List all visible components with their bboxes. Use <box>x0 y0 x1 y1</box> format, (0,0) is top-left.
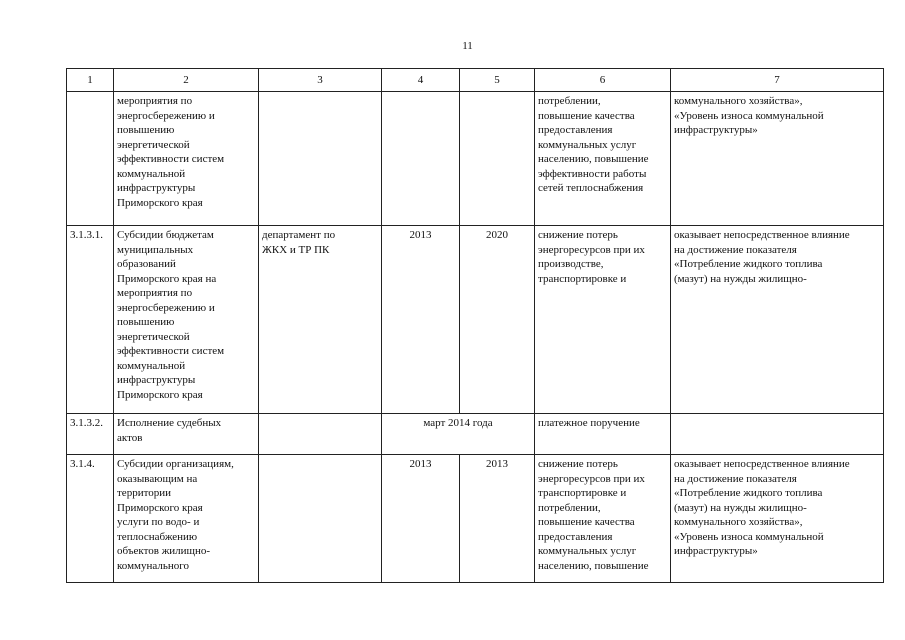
table-row <box>67 226 884 414</box>
column-header: 2 <box>114 69 259 92</box>
start-year <box>382 92 460 226</box>
expected-result: платежное поручение <box>535 414 671 455</box>
start-year: 2013 <box>382 226 460 414</box>
measure-title: Исполнение судебных актов <box>114 414 259 455</box>
table-row <box>67 92 884 226</box>
table-row <box>67 414 884 455</box>
indicator-impact <box>671 414 884 455</box>
column-header: 3 <box>259 69 382 92</box>
column-header: 7 <box>671 69 884 92</box>
department <box>259 455 382 583</box>
end-year <box>460 92 535 226</box>
column-header: 6 <box>535 69 671 92</box>
expected-result: снижение потерь энергоресурсов при их транспортировке и потреблении, повышение качества предоставления коммунальных услуг населению, повышение <box>535 455 671 583</box>
department: департамент по ЖКХ и ТР ПК <box>259 226 382 414</box>
indicator-impact: оказывает непосредственное влияние на достижение показателя «Потребление жидкого топлива (мазут) на нужды жилищно- <box>671 226 884 414</box>
department <box>259 92 382 226</box>
measure-title: мероприятия по энергосбережению и повышению энергетической эффективности систем коммунальной инфраструктуры Приморского края <box>114 92 259 226</box>
start-year: 2013 <box>382 455 460 583</box>
end-year: 2020 <box>460 226 535 414</box>
end-year: 2013 <box>460 455 535 583</box>
row-number: 3.1.3.2. <box>67 414 114 455</box>
header-row <box>67 69 884 92</box>
row-number <box>67 92 114 226</box>
measure-title: Субсидии организациям, оказывающим на территории Приморского края услуги по водо- и теплоснабжению объектов жилищно- коммунального <box>114 455 259 583</box>
table-row <box>67 455 884 583</box>
indicator-impact: оказывает непосредственное влияние на достижение показателя «Потребление жидкого топлива (мазут) на нужды жилищно- коммунального хозяйства», «Уровень износа коммунальной инфраструктуры» <box>671 455 884 583</box>
department <box>259 414 382 455</box>
expected-result: потреблении, повышение качества предоставления коммунальных услуг населению, повышение эффективности работы сетей теплоснабжения <box>535 92 671 226</box>
page-number: 11 <box>462 40 473 52</box>
indicator-impact: коммунального хозяйства», «Уровень износа коммунальной инфраструктуры» <box>671 92 884 226</box>
measure-title: Субсидии бюджетам муниципальных образований Приморского края на мероприятия по энергосбережению и повышению энергетической эффективности систем коммунальной инфраструктуры Приморского края <box>114 226 259 414</box>
expected-result: снижение потерь энергоресурсов при их производстве, транспортировке и <box>535 226 671 414</box>
column-header: 5 <box>460 69 535 92</box>
row-number: 3.1.3.1. <box>67 226 114 414</box>
column-header: 1 <box>67 69 114 92</box>
row-number: 3.1.4. <box>67 455 114 583</box>
implementation-period: март 2014 года <box>382 414 535 455</box>
column-header: 4 <box>382 69 460 92</box>
program-table <box>66 68 884 583</box>
